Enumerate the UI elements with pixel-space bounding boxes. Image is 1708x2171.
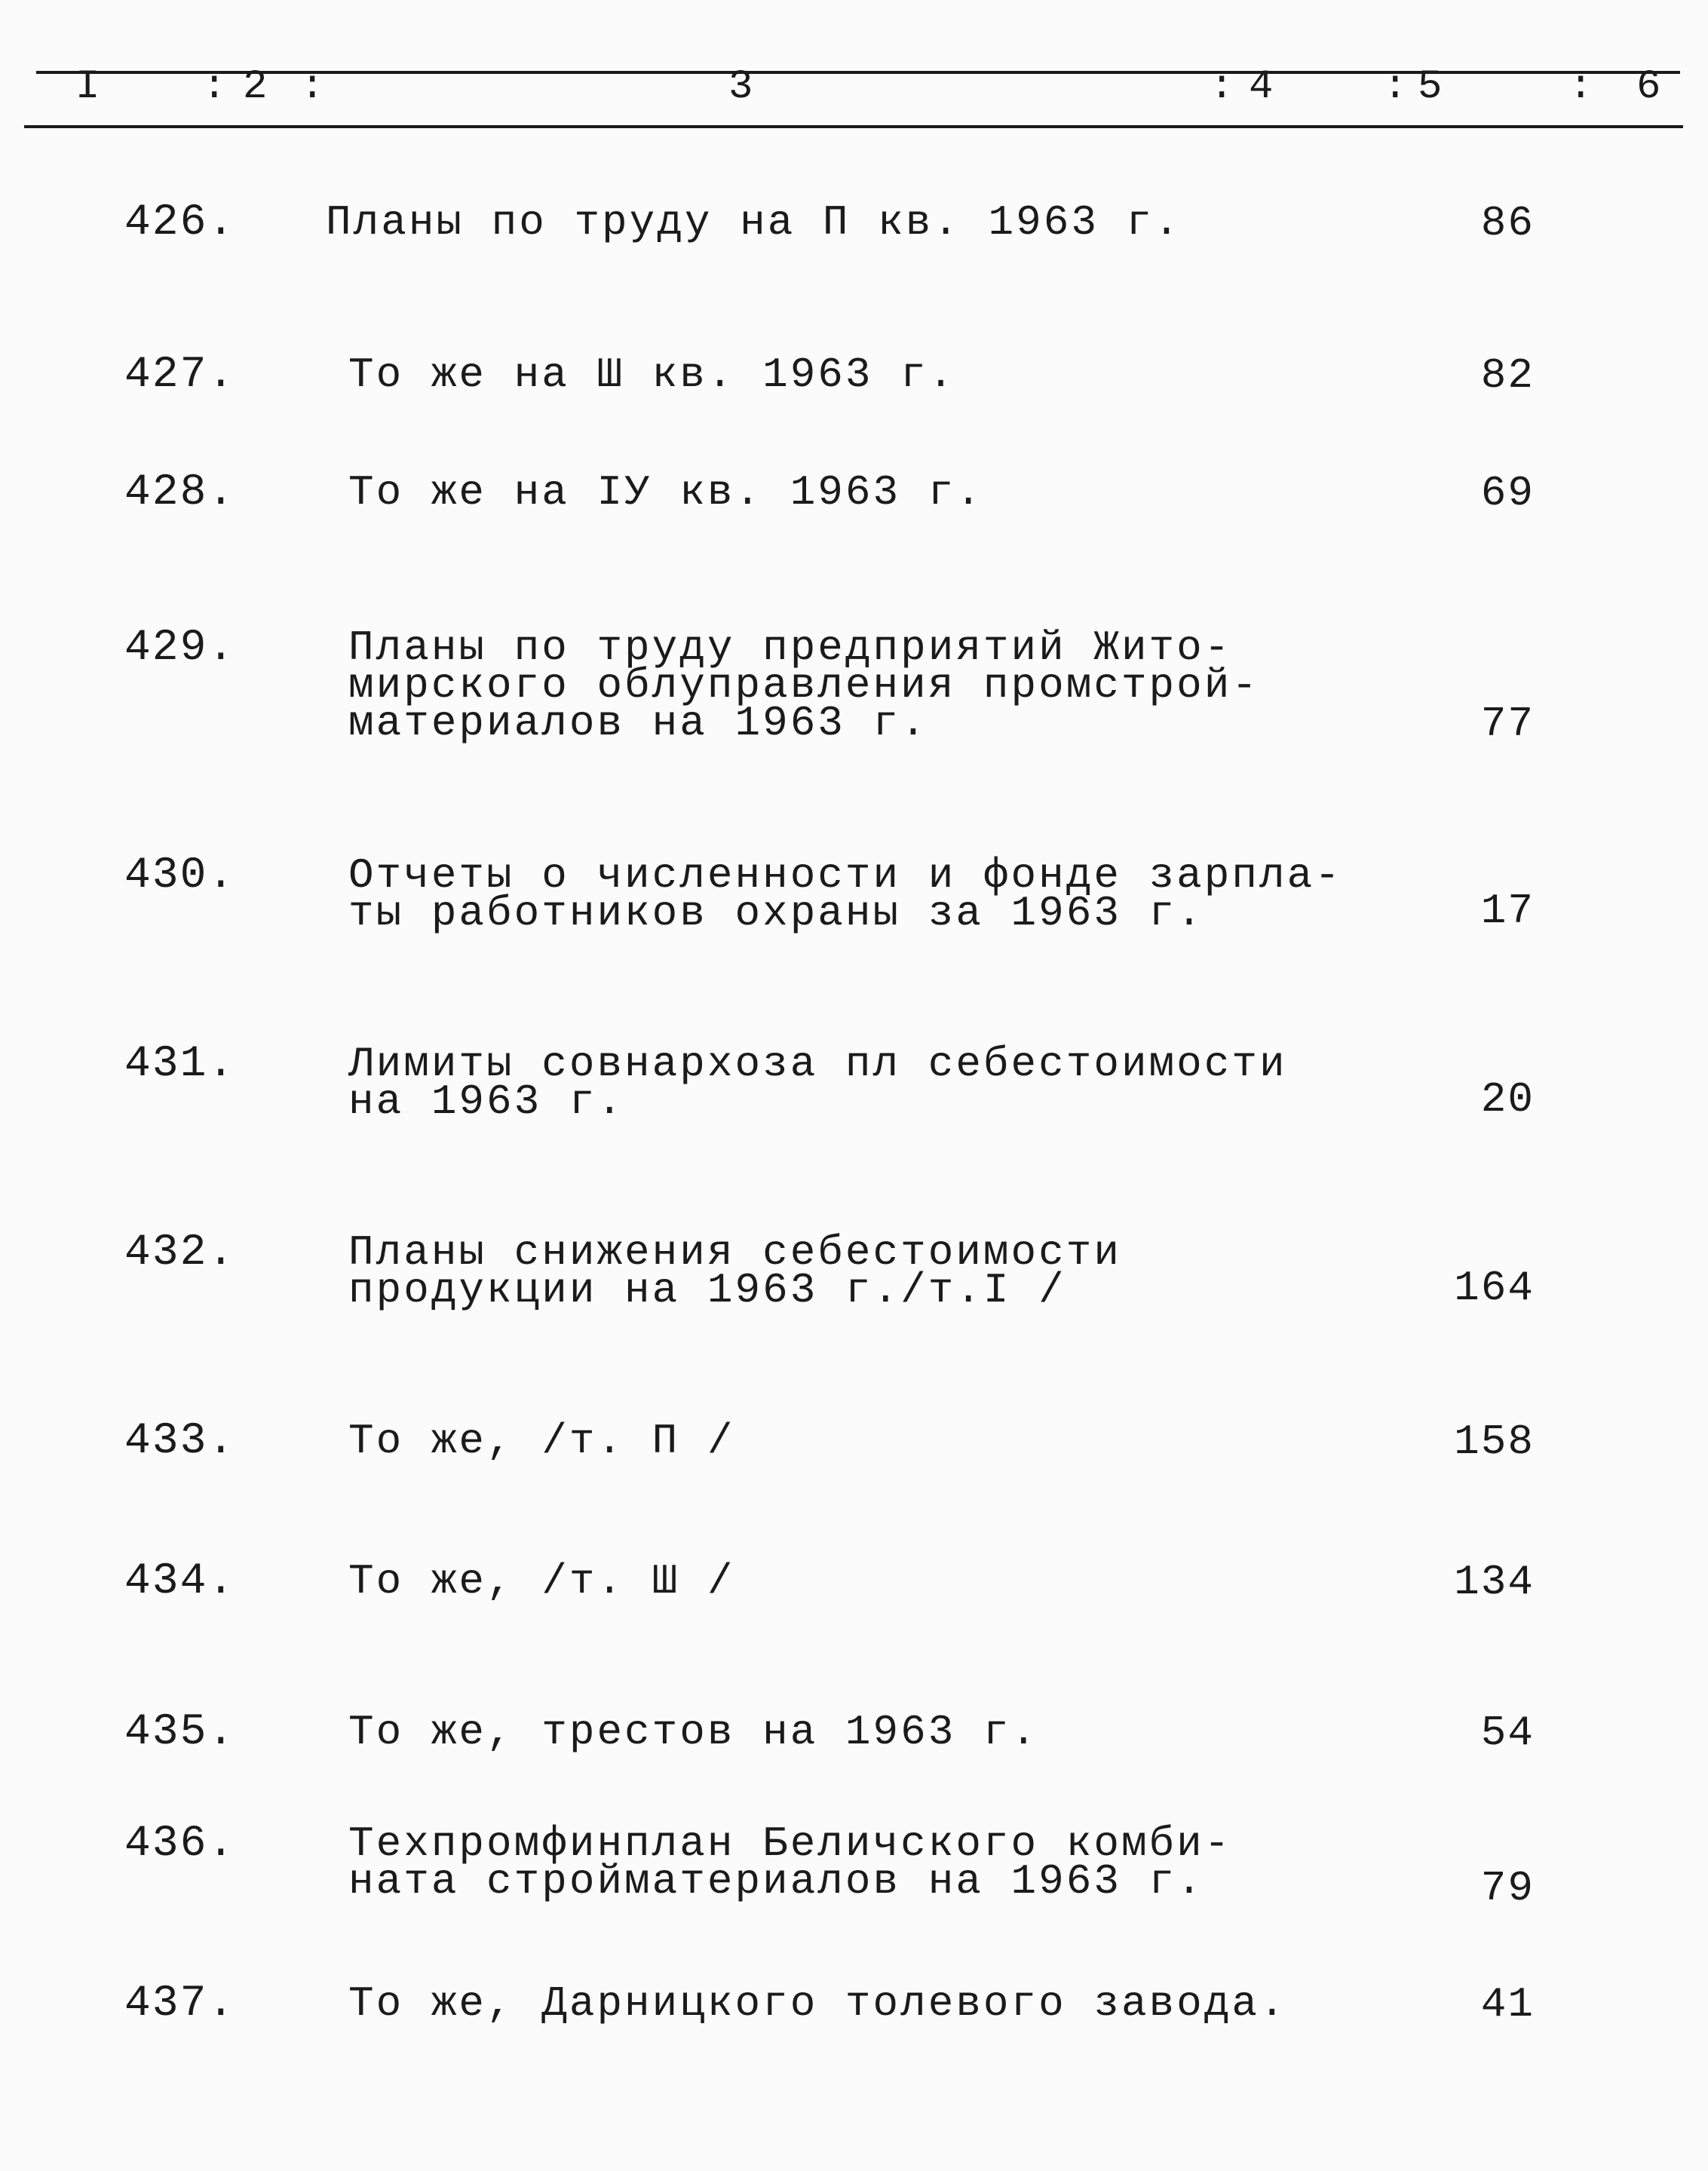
- entry-sheet-count: 82: [1480, 351, 1535, 400]
- header-bottom-rule: [24, 125, 1683, 128]
- entry-title-line: Планы снижения себестоимости: [348, 1228, 1121, 1277]
- entry-title-line: То же на IУ кв. 1963 г.: [348, 468, 983, 517]
- entry-sheet-count: 54: [1480, 1709, 1535, 1757]
- entry-title-line: То же, трестов на 1963 г.: [348, 1708, 1039, 1756]
- entry-title-line: мирского облуправления промстрой-: [348, 661, 1259, 710]
- entry-title: [348, 1228, 1299, 1314]
- column-header-6: 6: [1636, 64, 1666, 110]
- entry-number: 434.: [124, 1557, 236, 1606]
- entry-title: [348, 1040, 1299, 1126]
- entry-title: [348, 624, 1299, 747]
- entry-number: 430.: [124, 851, 236, 900]
- entry-sheet-count: 158: [1454, 1418, 1535, 1466]
- entry-number: 426.: [124, 198, 236, 247]
- entry-title: [348, 1708, 1299, 1756]
- entry-title-line: То же на Ш кв. 1963 г.: [348, 351, 956, 399]
- entry-title: [348, 1417, 1299, 1465]
- column-separator: :: [1568, 64, 1593, 110]
- column-separator: :: [1210, 64, 1234, 110]
- entry-number: 427.: [124, 351, 236, 400]
- entry-title-line: материалов на 1963 г.: [348, 699, 928, 747]
- entry-number: 428.: [124, 468, 236, 517]
- entry-number: 433.: [124, 1417, 236, 1466]
- entry-number: 436.: [124, 1820, 236, 1869]
- column-header-4: 4: [1249, 64, 1278, 110]
- entry-title-line: То же, Дарницкого толевого завода.: [348, 1979, 1287, 2028]
- entry-title-line: Лимиты совнархоза пл себестоимости: [348, 1040, 1287, 1088]
- entry-title: [326, 198, 1276, 247]
- column-separator: :: [300, 64, 325, 110]
- entry-title-line: Планы по труду на П кв. 1963 г.: [326, 198, 1182, 247]
- column-separator: :: [202, 64, 227, 110]
- entry-number: 432.: [124, 1228, 236, 1277]
- column-header-1: I: [75, 64, 105, 110]
- entry-title: [348, 1979, 1299, 2028]
- entry-sheet-count: 69: [1480, 469, 1535, 517]
- entry-title: [348, 468, 1299, 517]
- entry-title-line: продукции на 1963 г./т.I /: [348, 1266, 1066, 1314]
- entry-sheet-count: 134: [1454, 1558, 1535, 1606]
- entry-title-line: Отчеты о численности и фонде зарпла-: [348, 851, 1342, 900]
- entry-sheet-count: 77: [1480, 700, 1535, 748]
- entry-title: [348, 1820, 1299, 1906]
- entry-number: 437.: [124, 1979, 236, 2028]
- entry-number: 435.: [124, 1708, 236, 1757]
- entry-sheet-count: 41: [1480, 1980, 1535, 2028]
- entry-title: [348, 1557, 1299, 1605]
- entry-title-line: То же, /т. Ш /: [348, 1557, 735, 1605]
- entry-title-line: ната стройматериалов на 1963 г.: [348, 1857, 1204, 1906]
- entry-sheet-count: 20: [1480, 1075, 1535, 1124]
- column-header-5: 5: [1418, 64, 1447, 110]
- entry-title-line: на 1963 г.: [348, 1078, 625, 1126]
- column-header-2: 2: [243, 64, 272, 110]
- column-separator: :: [1383, 64, 1408, 110]
- entry-title-line: Планы по труду предприятий Жито-: [348, 624, 1232, 672]
- entry-title: [348, 351, 1299, 399]
- entry-number: 429.: [124, 624, 236, 673]
- entry-sheet-count: 164: [1454, 1264, 1535, 1312]
- entry-number: 431.: [124, 1040, 236, 1089]
- entry-title-line: То же, /т. П /: [348, 1417, 735, 1465]
- entry-title-line: ты работников охраны за 1963 г.: [348, 889, 1204, 937]
- column-header-3: 3: [728, 64, 758, 110]
- entry-title: [348, 851, 1342, 937]
- entry-sheet-count: 86: [1480, 199, 1535, 247]
- entry-sheet-count: 17: [1480, 887, 1535, 935]
- entry-sheet-count: 79: [1480, 1864, 1535, 1912]
- entry-title-line: Техпромфинплан Беличского комби-: [348, 1820, 1232, 1868]
